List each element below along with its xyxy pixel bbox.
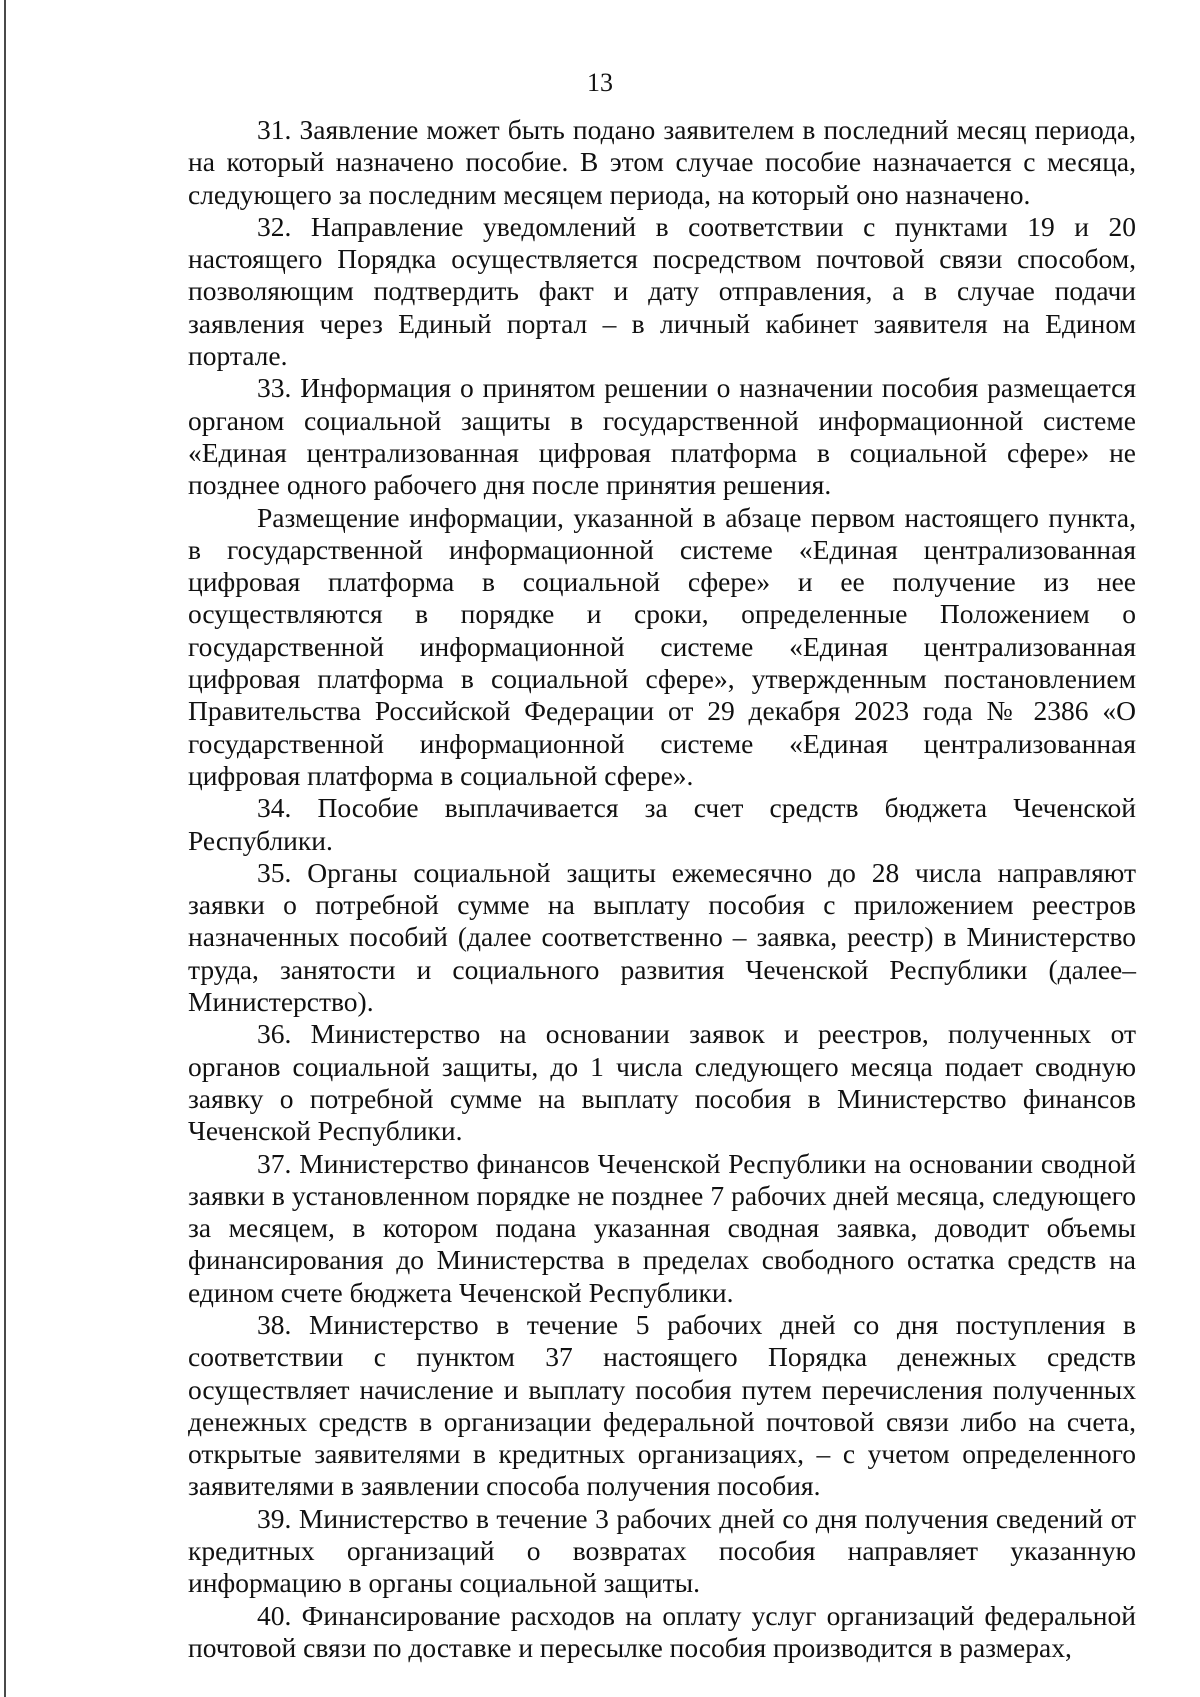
paragraph-33-continuation: Размещение информации, указанной в абзаце первом настоящего пункта, в государственной информационной системе «Единая централизованная цифровая платформа в социальной сфере» и ее получение из нее осуществляются в порядке и сроки, определенные Положением о государственной информационной системе «Единая централизованная цифровая платформа в социальной сфере», утвержденным постановлением Правительства Российской Федерации от 29 декабря 2023 года № 2386 «О государственной информационной системе «Единая централизованная цифровая платформа в социальной сфере». xyxy=(188,501,1136,791)
paragraph-34: 34. Пособие выплачивается за счет средств бюджета Чеченской Республики. xyxy=(188,792,1136,856)
scan-edge-line xyxy=(4,0,6,1697)
paragraph-37: 37. Министерство финансов Чеченской Республики на основании сводной заявки в установленном порядке не позднее 7 рабочих дней месяца, следующего за месяцем, в котором подана указанная сводная заявка, доводит объемы финансирования до Министерства в пределах свободного остатка средств на едином счете бюджета Чеченской Республики. xyxy=(188,1147,1136,1308)
document-body xyxy=(188,114,1136,1664)
paragraph-33: 33. Информация о принятом решении о назначении пособия размещается органом социальной защиты в государственной информационной системе «Единая централизованная цифровая платформа в социальной сфере» не позднее одного рабочего дня после принятия решения. xyxy=(188,372,1136,501)
paragraph-39: 39. Министерство в течение 3 рабочих дней со дня получения сведений от кредитных организаций о возвратах пособия направляет указанную информацию в органы социальной защиты. xyxy=(188,1502,1136,1599)
paragraph-40: 40. Финансирование расходов на оплату услуг организаций федеральной почтовой связи по доставке и пересылке пособия производится в размерах, xyxy=(188,1599,1136,1663)
paragraph-32: 32. Направление уведомлений в соответствии с пунктами 19 и 20 настоящего Порядка осуществляется посредством почтовой связи способом, позволяющим подтвердить факт и дату отправления, а в случае подачи заявления через Единый портал – в личный кабинет заявителя на Едином портале. xyxy=(188,210,1136,372)
paragraph-35: 35. Органы социальной защиты ежемесячно до 28 числа направляют заявки о потребной сумме на выплату пособия с приложением реестров назначенных пособий (далее соответственно – заявка, реестр) в Министерство труда, занятости и социального развития Чеченской Республики (далее– Министерство). xyxy=(188,856,1136,1018)
paragraph-38: 38. Министерство в течение 5 рабочих дней со дня поступления в соответствии с пунктом 37 настоящего Порядка денежных средств осуществляет начисление и выплату пособия путем перечисления полученных денежных средств в организации федеральной почтовой связи либо на счета, открытые заявителями в кредитных организациях, – с учетом определенного заявителями в заявлении способа получения пособия. xyxy=(188,1308,1136,1502)
paragraph-31: 31. Заявление может быть подано заявителем в последний месяц периода, на который назначено пособие. В этом случае пособие назначается с месяца, следующего за последним месяцем периода, на который оно назначено. xyxy=(188,114,1136,210)
page-number: 13 xyxy=(587,68,613,97)
paragraph-36: 36. Министерство на основании заявок и реестров, полученных от органов социальной защиты, до 1 числа следующего месяца подает сводную заявку о потребной сумме на выплату пособия в Министерство финансов Чеченской Республики. xyxy=(188,1018,1136,1147)
